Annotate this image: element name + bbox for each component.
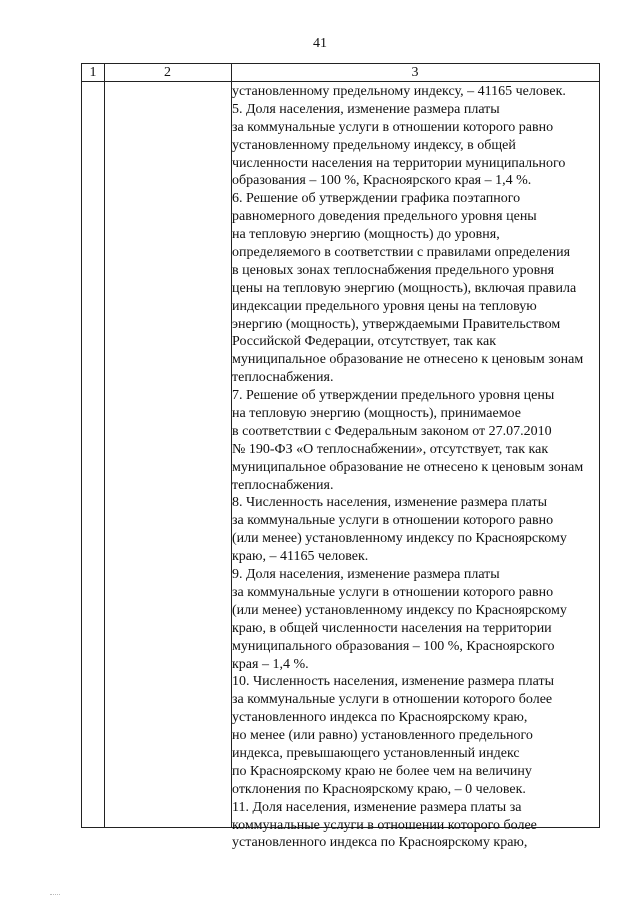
text-line: установленному предельному индексу, – 41165 человек. <box>232 84 566 99</box>
text-line: № 190-ФЗ «О теплоснабжении», отсутствует, так как <box>232 441 549 457</box>
text-line: теплоснабжения. <box>232 477 334 493</box>
table-header-row <box>82 64 599 82</box>
text-line: краю, в общей численности населения на территории <box>232 620 552 636</box>
column-header-3: 3 <box>411 65 419 80</box>
text-line: 10. Численность населения, изменение размера платы <box>232 674 554 690</box>
text-line: за коммунальные услуги в отношении которого более <box>232 692 553 708</box>
column-header-2: 2 <box>164 65 171 80</box>
column-divider <box>104 64 105 827</box>
text-line: в соответствии с Федеральным законом от 27.07.2010 <box>232 423 552 439</box>
text-line: установленного индекса по Красноярскому краю, <box>232 710 528 726</box>
text-line: 5. Доля населения, изменение размера платы <box>232 101 500 117</box>
text-line: 9. Доля населения, изменение размера платы <box>232 567 500 583</box>
text-line: коммунальные услуги в отношении которого более <box>232 817 537 833</box>
text-line: (или менее) установленному индексу по Красноярскому <box>232 602 567 618</box>
text-line: муниципальное образование не отнесено к ценовым зонам <box>232 459 584 475</box>
text-line: 6. Решение об утверждении графика поэтапного <box>232 191 521 207</box>
text-line: определяемого в соответствии с правилами определения <box>232 245 571 261</box>
text-line: индексации предельного уровня цены на тепловую <box>232 298 537 314</box>
text-line: численности населения на территории муниципального <box>232 155 566 171</box>
text-line: (или менее) установленному индексу по Красноярскому <box>232 531 567 547</box>
text-line: 8. Численность населения, изменение размера платы <box>232 495 547 511</box>
text-line: энергию (мощность), утверждаемыми Правительством <box>232 316 561 332</box>
text-line: отклонения по Красноярскому краю, – 0 человек. <box>232 781 526 797</box>
text-line: за коммунальные услуги в отношении которого равно <box>232 584 554 600</box>
column-header-1: 1 <box>89 65 97 80</box>
text-line: в ценовых зонах теплоснабжения предельного уровня <box>232 262 555 278</box>
text-line: за коммунальные услуги в отношении которого равно <box>232 119 554 135</box>
text-line: 7. Решение об утверждении предельного уровня цены <box>232 388 555 404</box>
text-line: края – 1,4 %. <box>232 656 309 672</box>
text-line: индекса, превышающего установленный индекс <box>232 745 520 761</box>
text-line: установленного индекса по Красноярскому краю, <box>232 835 528 851</box>
text-line: равномерного доведения предельного уровня цены <box>232 209 537 225</box>
text-line: за коммунальные услуги в отношении которого равно <box>232 513 554 529</box>
text-line: муниципальное образование не отнесено к ценовым зонам <box>232 352 584 368</box>
text-line: по Красноярскому краю не более чем на величину <box>232 763 532 779</box>
text-line: но менее (или равно) установленного предельного <box>232 728 533 744</box>
text-line: установленному предельному индексу, в общей <box>232 137 516 153</box>
text-line: муниципального образования – 100 %, Красноярского <box>232 638 555 654</box>
document-table <box>81 63 600 851</box>
scan-mark <box>50 894 60 897</box>
text-line: Российской Федерации, отсутствует, так как <box>232 334 497 350</box>
text-line: образования – 100 %, Красноярского края – 1,4 %. <box>232 173 532 189</box>
column-3-text <box>231 83 599 852</box>
text-line: на тепловую энергию (мощность), принимаемое <box>232 406 521 422</box>
text-line: 11. Доля населения, изменение размера платы за <box>232 799 522 815</box>
text-line: теплоснабжения. <box>232 370 334 386</box>
page-number: 41 <box>313 36 327 51</box>
text-line: краю, – 41165 человек. <box>232 549 369 565</box>
text-line: на тепловую энергию (мощность) до уровня, <box>232 227 500 243</box>
text-line: цены на тепловую энергию (мощность), включая правила <box>232 280 577 296</box>
